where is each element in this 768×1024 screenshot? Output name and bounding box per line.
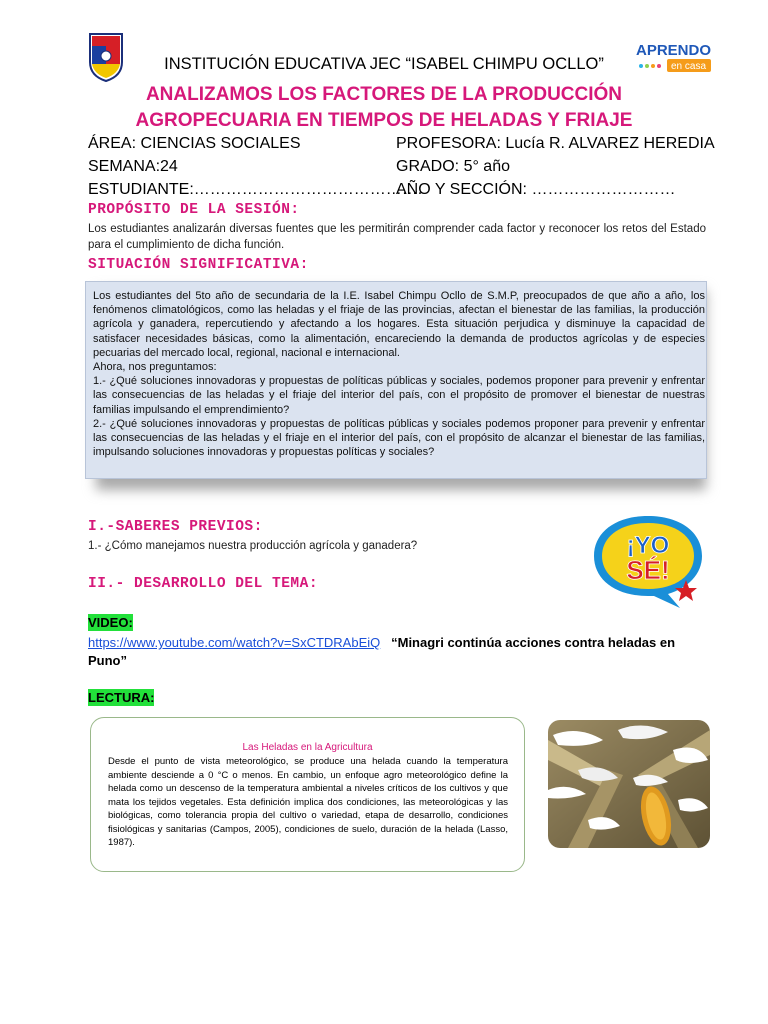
- yo-se-speech-bubble-icon: [588, 510, 708, 610]
- purpose-heading: PROPÓSITO DE LA SESIÓN:: [88, 202, 300, 218]
- yo-se-line2: SÉ!: [626, 555, 670, 585]
- page-title-line1: ANALIZAMOS LOS FACTORES DE LA PRODUCCIÓN: [145, 84, 623, 105]
- teacher-label: PROFESORA: Lucía R. ALVAREZ HEREDIA: [396, 135, 715, 152]
- development-heading: II.- DESARROLLO DEL TEMA:: [88, 576, 319, 592]
- school-name: INSTITUCIÓN EDUCATIVA JEC “ISABEL CHIMPU OCLLO”: [164, 55, 604, 73]
- situation-paragraph: Los estudiantes del 5to año de secundaria de la I.E. Isabel Chimpu Ocllo de S.M.P, preocupados de que año a año, los fenómenos climatológicos, como las heladas y el friaje de las provincias, afectan el bienestar de las familias, la producción agrícola y ganadera, repercutiendo y afectando a los hogares. Esta situación perjudica y disminuye la capacidad de satisfacer necesidades básicas, como la alimentación, encareciendo la demanda de productos agrícolas y de especies pecuarias del mercado local, regional, nacional e internacional.: [93, 290, 705, 359]
- previous-knowledge-heading: I.-SABERES PREVIOS:: [88, 519, 263, 535]
- situation-heading: SITUACIÓN SIGNIFICATIVA:: [88, 257, 309, 273]
- purpose-text: Los estudiantes analizarán diversas fuentes que les permitirán comprender cada factor y reconocer los retos del Estado para el cumplimiento de dicha función.: [88, 223, 706, 251]
- video-label: VIDEO:: [88, 615, 133, 630]
- situation-question-2: 2.- ¿Qué soluciones innovadoras y propuestas de políticas públicas y sociales podemos proponer para prevenir y enfrentar las consecuencias de las heladas y el friaje en el interior del país, con el propósito de alcanzar el bienestar de las familias, impulsando soluciones innovadoras y propuestas políticas y sociales?: [93, 417, 705, 459]
- svg-text:APRENDO: APRENDO: [636, 42, 712, 59]
- video-link[interactable]: https://www.youtube.com/watch?v=SxCTDRAbEiQ: [88, 635, 381, 650]
- reading-label: LECTURA:: [88, 690, 155, 705]
- video-caption: “Minagri continúa acciones contra heladas en Puno”: [88, 635, 676, 668]
- grade-label: GRADO: 5° año: [396, 158, 510, 175]
- section-field: AÑO Y SECCIÓN: ………………………: [396, 181, 676, 198]
- reading-title: Las Heladas en la Agricultura: [242, 742, 373, 753]
- page-title-line2: AGROPECUARIA EN TIEMPOS DE HELADAS Y FRIAJE: [135, 110, 633, 131]
- student-field: ESTUDIANTE:…………………………………….: [88, 181, 423, 198]
- situation-intro: Ahora, nos preguntamos:: [93, 361, 217, 374]
- svg-text:en casa: en casa: [671, 61, 707, 72]
- previous-knowledge-question: 1.- ¿Cómo manejamos nuestra producción agrícola y ganadera?: [88, 540, 418, 552]
- week-label: SEMANA:24: [88, 158, 178, 175]
- situation-question-1: 1.- ¿Qué soluciones innovadoras y propuestas de políticas públicas y sociales, podemos proponer para prevenir y enfrentar las consecuencias de las heladas y el friaje del interior del país, con el propósito de promover el bienestar de nuestras familias impulsando el emprendimiento?: [93, 375, 705, 416]
- yo-se-line1: ¡YO: [626, 532, 670, 559]
- video-reference: [88, 634, 708, 670]
- reading-text: Desde el punto de vista meteorológico, se produce una helada cuando la temperatura ambiente desciende a 0 °C o menos. En cambio, un enfoque agro meteorológico define la helada como un descenso de la temperatura ambiental a niveles críticos de los cultivos y que mata los tejidos vegetales. Esta definición implica dos condiciones, las meteorológicas y las biológicas, como tolerancia propia del cultivo o variedad, etapa de desarrollo, condiciones fisiológicas y sanitarias (Campos, 2005), condiciones de suelo, duración de la helada (Lasso, 1987).: [108, 756, 508, 848]
- situation-text: [93, 289, 705, 459]
- frosted-corn-photo: [548, 720, 710, 848]
- area-label: ÁREA: CIENCIAS SOCIALES: [88, 135, 301, 152]
